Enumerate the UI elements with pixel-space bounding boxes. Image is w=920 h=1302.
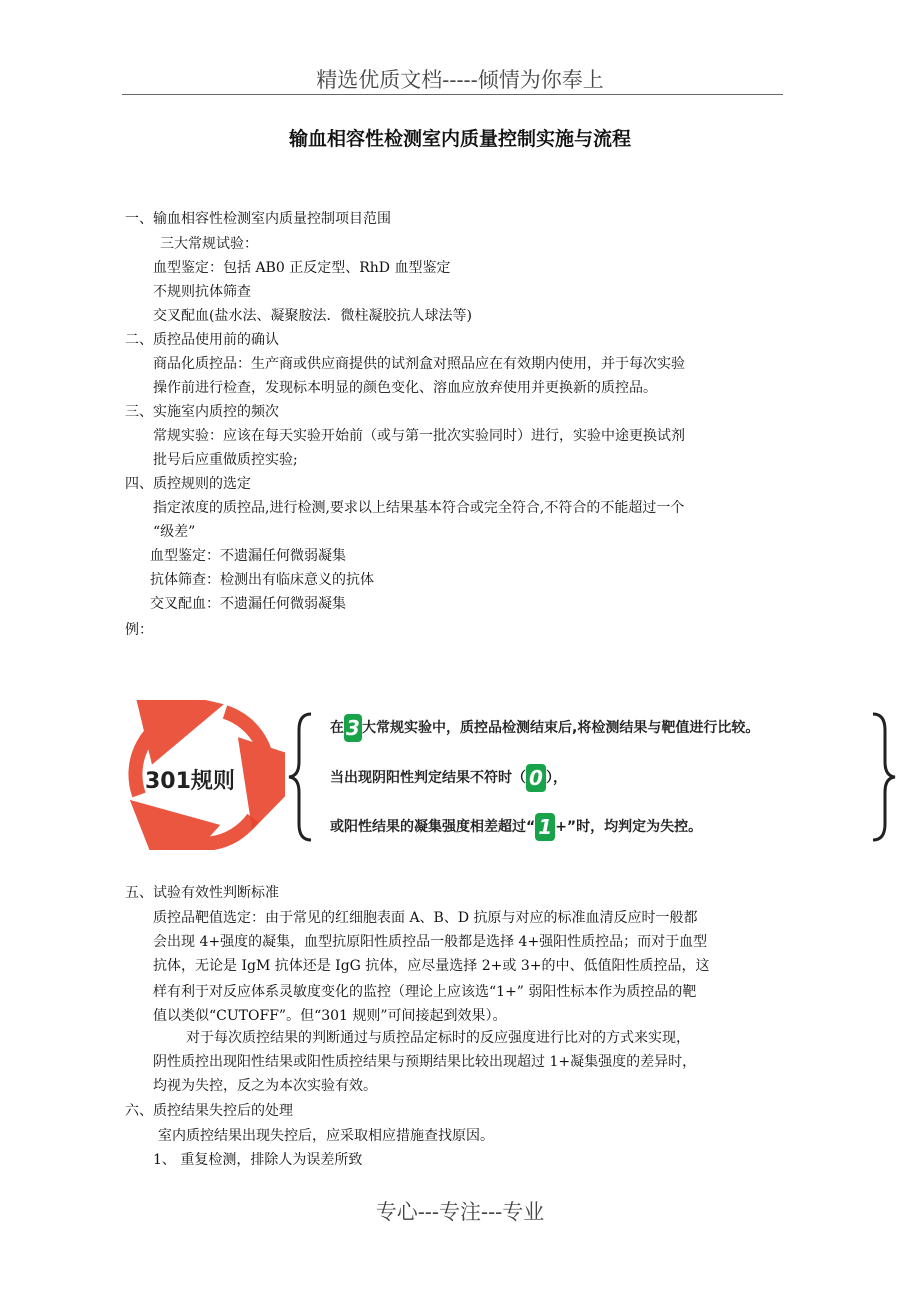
badge-3: 3 (344, 714, 362, 742)
text-line: 均视为失控，反之为本次实验有效。 (153, 1078, 377, 1094)
text-line: 血型鉴定：不遗漏任何微弱凝集 (150, 548, 346, 564)
text-line: “级差” (153, 524, 196, 540)
section-heading-1: 一、输血相容性检测室内质量控制项目范围 (125, 211, 391, 227)
section-heading-6: 六、质控结果失控后的处理 (125, 1103, 293, 1119)
text-line: 交叉配血：不遗漏任何微弱凝集 (150, 596, 346, 612)
rule-301-diagram (125, 700, 905, 850)
text-line: 质控品靶值选定：由于常见的红细胞表面 A、B、D 抗原与对应的标准血清反应时一般都 (153, 910, 698, 926)
rule-line-1-pre: 在 (330, 720, 344, 736)
right-brace-icon (867, 712, 897, 842)
text-line: 会出现 4+强度的凝集，血型抗原阳性质控品一般都是选择 4+强阳性质控品；而对于血型 (153, 934, 708, 950)
rule-line-2 (330, 764, 567, 792)
text-line: 指定浓度的质控品,进行检测,要求以上结果基本符合或完全符合,不符合的不能超过一个 (153, 500, 685, 516)
example-label: 例： (125, 622, 153, 638)
rule-line-2-pre: 当出现阴阳性判定结果不符时（ (330, 770, 526, 786)
document-title: 输血相容性检测室内质量控制实施与流程 (288, 128, 631, 150)
text-line: 批号后应重做质控实验; (153, 452, 298, 468)
rule-line-2-post: ）， (546, 770, 567, 786)
rule-label: 301规则 (145, 769, 235, 794)
section-heading-3: 三、实施室内质控的频次 (125, 404, 279, 420)
text-line: 室内质控结果出现失控后，应采取相应措施查找原因。 (158, 1128, 494, 1144)
text-line: 三大常规试验： (160, 236, 258, 252)
text-line: 交叉配血(盐水法、凝聚胺法．微柱凝胶抗人球法等) (153, 308, 472, 324)
rule-line-1 (330, 714, 759, 742)
rule-line-3-post: +”时，均判定为失控。 (555, 819, 703, 835)
badge-0: 0 (526, 764, 546, 792)
text-line: 常规实验：应该在每天实验开始前（或与第一批次实验同时）进行，实验中途更换试剂 (153, 428, 685, 444)
text-line: 值以类似“CUTOFF”。但“301 规则”可间接起到效果）。 (153, 1008, 507, 1024)
left-brace-icon (287, 712, 317, 842)
badge-1: 1 (535, 813, 555, 841)
text-line: 血型鉴定：包括 AB0 正反定型、RhD 血型鉴定 (153, 260, 451, 276)
rule-line-3-pre: 或阳性结果的凝集强度相差超过“ (330, 819, 536, 835)
text-line: 1、 重复检测，排除人为误差所致 (153, 1152, 363, 1168)
section-heading-4: 四、质控规则的选定 (125, 476, 251, 492)
text-line: 抗体，无论是 IgM 抗体还是 IgG 抗体，应尽量选择 2+或 3+的中、低值阳性质控品，这 (153, 958, 710, 974)
header-rule (122, 94, 783, 95)
page-footer: 专心---专注---专业 (375, 1200, 545, 1224)
text-line: 样有利于对反应体系灵敏度变化的监控（理论上应该选“1+” 弱阳性标本作为质控品的靶 (153, 984, 697, 1000)
page-header: 精选优质文档-----倾情为你奉上 (316, 68, 604, 92)
text-line: 阴性质控出现阳性结果或阳性质控结果与预期结果比较出现超过 1+凝集强度的差异时， (153, 1054, 697, 1070)
text-line: 不规则抗体筛查 (153, 284, 251, 300)
rule-line-3 (330, 813, 702, 841)
text-line: 抗体筛查：检测出有临床意义的抗体 (150, 572, 374, 588)
rule-line-1-post: 大常规实验中，质控品检测结束后,将检测结果与靶值进行比较。 (362, 720, 760, 736)
text-line: 操作前进行检查，发现标本明显的颜色变化、溶血应放弃使用并更换新的质控品。 (153, 380, 657, 396)
section-heading-5: 五、试验有效性判断标准 (125, 885, 279, 901)
text-line: 对于每次质控结果的判断通过与质控品定标时的反应强度进行比对的方式来实现， (186, 1030, 690, 1046)
section-heading-2: 二、质控品使用前的确认 (125, 332, 279, 348)
text-line: 商品化质控品：生产商或供应商提供的试剂盒对照品应在有效期内使用，并于每次实验 (153, 356, 685, 372)
